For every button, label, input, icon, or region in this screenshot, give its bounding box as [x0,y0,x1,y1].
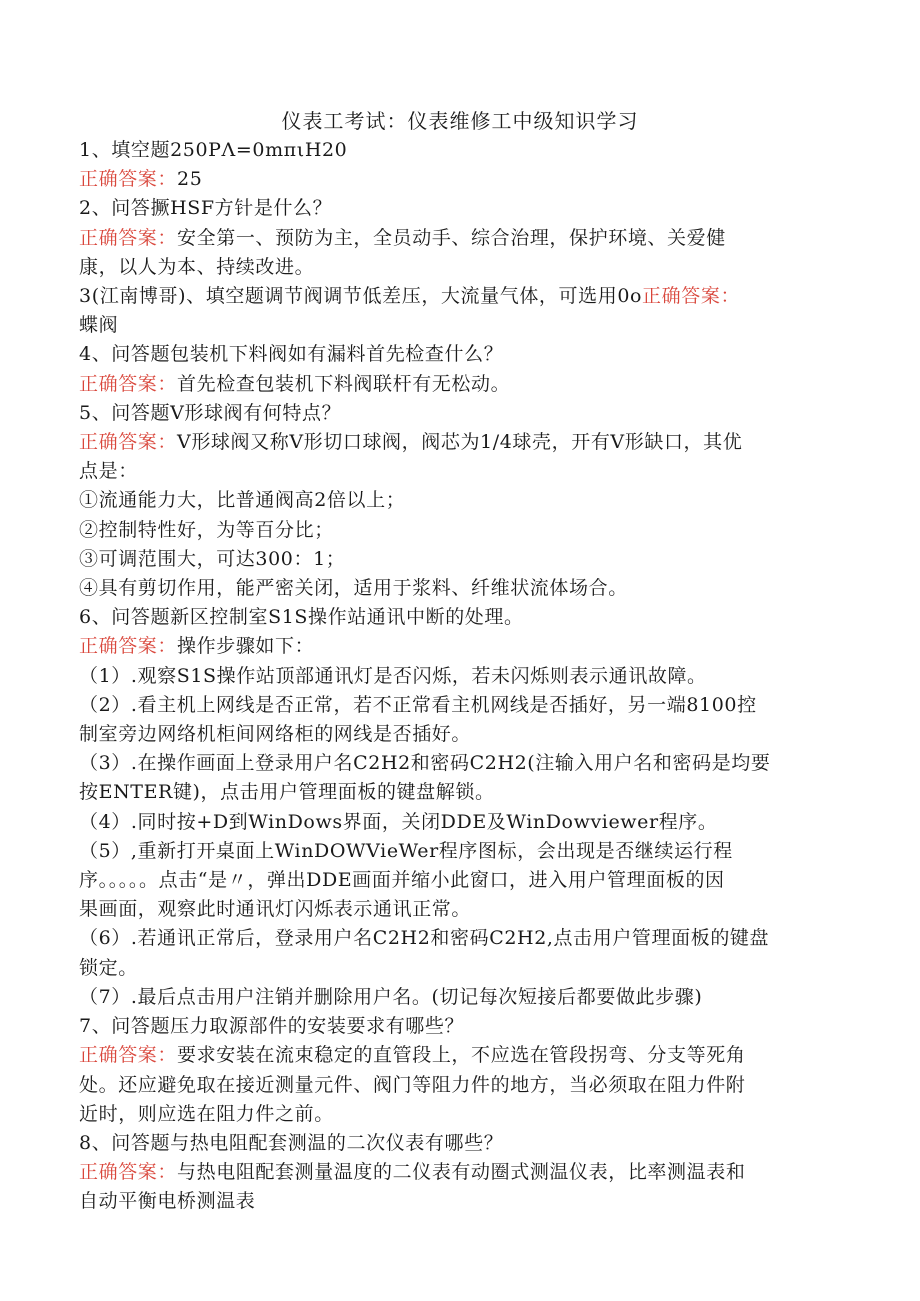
list-item: ②控制特性好，为等百分比； [79,518,334,541]
answer-text: V形球阀又称V形切口球阀，阀芯为1/4球壳，开有V形缺口，其优 [177,431,743,454]
question-4: 4、问答题包装机下料阀如有漏料首先检查什么？ [79,343,504,366]
step-line: （7）.最后点击用户注销并删除用户名。(切记每次短接后都要做此步骤) [79,985,703,1008]
question-7: 7、问答题压力取源部件的安装要求有哪些？ [79,1015,465,1038]
answer-text: 与热电阻配套测量温度的二仪表有动圈式测温仪表，比率测温表和 [177,1161,746,1184]
step-line: 制室旁边网络机柜间网络柜的网线是否插好。 [79,723,472,746]
step-line: 序。。。。。点击“是〃，弹出DDE画面并缩小此窗口，进入用户管理面板的因 [79,869,725,892]
question-8: 8、问答题与热电阻配套测温的二次仪表有哪些？ [79,1131,504,1154]
step-line: （3）.在操作画面上登录用户名C2H2和密码C2H2(注输入用户名和密码是均要 [79,752,771,775]
question-1: 1、填空题250PΛ=0mπιH20 [79,139,348,161]
document-body [79,136,831,1217]
answer-8-cont: 自动平衡电桥测温表 [79,1190,256,1213]
answer-8 [79,1158,831,1187]
answer-label: 正确答案： [79,168,178,191]
answer-label: 正确答案： [642,285,741,308]
answer-label: 正确答案： [79,1161,178,1184]
step-line: 按ENTER键)，点击用户管理面板的键盘解锁。 [79,781,495,804]
question-2: 2、问答撅HSF方针是什么？ [79,197,333,220]
answer-text: 操作步骤如下： [177,635,315,658]
question-5: 5、问答题V形球阀有何特点？ [79,401,342,424]
answer-label: 正确答案： [79,372,178,395]
answer-text: 要求安装在流束稳定的直管段上，不应选在管段拐弯、分支等死角 [177,1044,746,1067]
answer-5 [79,428,831,457]
answer-text: 首先检查包装机下料阀联杆有无松动。 [177,372,511,395]
answer-7-cont: 处。还应避免取在接近测量元件、阀门等阻力件的地方，当必须取在阻力件附 [79,1073,746,1096]
step-line: （5）,重新打开桌面上WinDOWVieWer程序图标，会出现是否继续运行程 [79,839,733,862]
answer-4 [79,370,831,399]
answer-text: 25 [177,168,203,191]
answer-label: 正确答案： [79,431,178,454]
question-6: 6、问答题新区控制室S1S操作站通讯中断的处理。 [79,606,524,629]
answer-1 [79,165,831,194]
document-title: 仪表工考试：仪表维修工中级知识学习 [281,109,639,133]
step-line: 果画面，观察此时通讯灯闪烁表示通讯正常。 [79,898,472,921]
step-line: （4）.同时按+D到WinDows界面，关闭DDE及WinDowviewer程序。 [79,810,718,833]
answer-7 [79,1041,831,1070]
step-line: 锁定。 [79,956,138,979]
answer-5-cont: 点是： [79,460,138,483]
question-text: 3(江南博哥)、填空题调节阀调节低差压，大流量气体，可选用0o [79,285,643,308]
step-line: （6）.若通讯正常后，登录用户名C2H2和密码C2H2,点击用户管理面板的键盘 [79,927,770,950]
answer-label: 正确答案： [79,635,178,658]
answer-7-cont: 近时，则应选在阻力件之前。 [79,1102,334,1125]
step-line: （2）.看主机上网线是否正常，若不正常看主机网线是否插好，另一端8100控 [79,693,757,716]
answer-2 [79,224,831,253]
answer-2-cont: 康，以人为本、持续改进。 [79,255,315,278]
step-line: （1）.观察S1S操作站顶部通讯灯是否闪烁，若未闪烁则表示通讯故障。 [79,664,707,687]
answer-label: 正确答案： [79,226,178,249]
list-item: ①流通能力大，比普通阀高2倍以上； [79,489,406,512]
question-3 [79,282,831,311]
answer-6 [79,632,831,661]
answer-text: 安全第一、预防为主，全员动手、综合治理，保护环境、关爱健 [177,226,726,249]
list-item: ④具有剪切作用，能严密关闭，适用于浆料、纤维状流体场合。 [79,577,628,600]
list-item: ③可调范围大，可达300：1； [79,547,346,570]
answer-label: 正确答案： [79,1044,178,1067]
answer-3: 蝶阀 [79,314,119,337]
